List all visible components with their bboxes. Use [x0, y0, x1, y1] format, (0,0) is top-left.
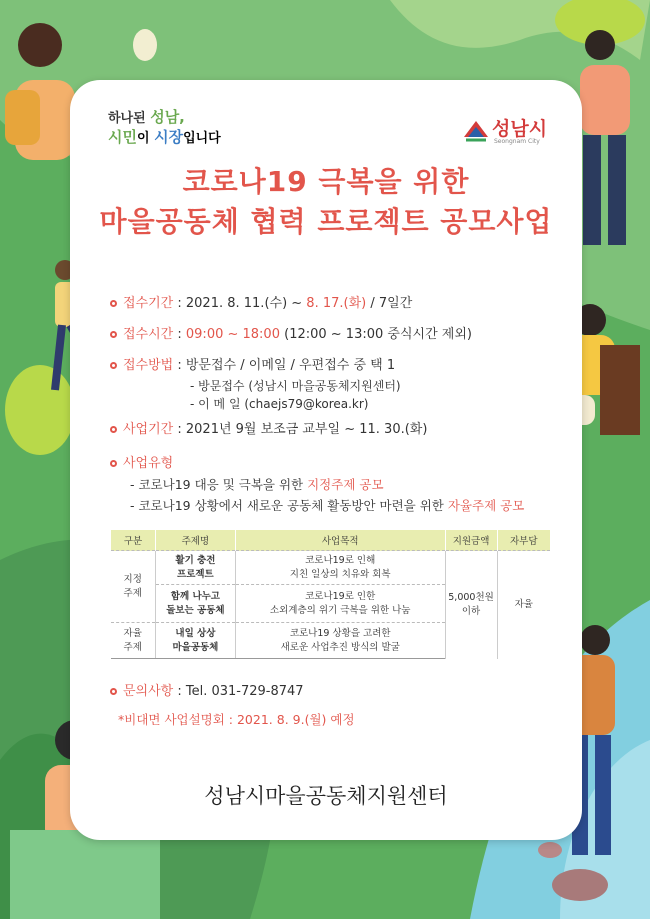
- organization-name: 성남시마을공동체지원센터: [204, 784, 448, 808]
- online-briefing: *비대면 사업설명회 : 2021. 8. 9.(월) 예정: [118, 712, 355, 727]
- group-designated: 지정 주제: [111, 551, 156, 623]
- type-designated: [130, 475, 384, 493]
- table-row-theme: 활기 충전 프로젝트: [155, 551, 235, 585]
- table-row-theme: 함께 나누고 돌보는 공동체: [155, 585, 235, 623]
- application-period-duration: / 7일간: [366, 296, 413, 311]
- application-hours-sep: :: [173, 327, 186, 342]
- business-period: [110, 418, 427, 437]
- support-amount: 5,000천원 이하: [445, 551, 497, 659]
- header-amount: 지원금액: [445, 530, 497, 551]
- type-designated-text: - 코로나19 대응 및 극복을 위한: [130, 477, 308, 492]
- type-free: [130, 496, 524, 514]
- business-types: [110, 452, 173, 471]
- city-name-english: Seongnam City: [494, 138, 540, 145]
- header-self-pay: 자부담: [497, 530, 550, 551]
- application-hours-note: (12:00 ~ 13:00 중식시간 제외): [279, 327, 472, 342]
- application-period: [110, 292, 412, 311]
- table-row-purpose: 코로나19 상황을 고려한 새로운 사업추진 방식의 발굴: [235, 623, 445, 659]
- application-period-end: 8. 17.(화): [306, 296, 367, 311]
- header-purpose: 사업목적: [235, 530, 445, 551]
- bullet-icon: [110, 300, 117, 307]
- self-payment: 자율: [497, 551, 550, 659]
- bullet-icon: [110, 331, 117, 338]
- bullet-icon: [110, 362, 117, 369]
- city-name: 성남시: [492, 118, 548, 140]
- city-emblem-icon: [462, 117, 490, 143]
- application-hours: [110, 323, 472, 342]
- application-method: [110, 354, 395, 373]
- poster-title-line1: 코로나19 극복을 위한: [182, 165, 470, 198]
- business-period-label: 사업기간: [123, 422, 174, 437]
- type-free-text: - 코로나19 상황에서 새로운 공동체 활동방안 마련을 위한: [130, 498, 448, 513]
- type-free-highlight: 자율주제 공모: [447, 498, 525, 513]
- bullet-icon: [110, 688, 117, 695]
- application-method-text: : 방문접수 / 이메일 / 우편접수 중 택 1: [173, 358, 396, 373]
- bullet-icon: [110, 426, 117, 433]
- table-row-purpose: 코로나19로 인해 지친 일상의 치유와 회복: [235, 551, 445, 585]
- slogan-mayor: 시장: [154, 128, 184, 146]
- contact-label: 문의사항: [123, 684, 174, 699]
- project-table: [110, 530, 550, 659]
- contact-phone: : Tel. 031-729-8747: [173, 684, 304, 699]
- seongnam-city-logo: [462, 114, 552, 148]
- city-slogan: [108, 108, 221, 148]
- application-hours-label: 접수시간: [123, 327, 174, 342]
- poster-title-line2: 마을공동체 협력 프로젝트 공모사업: [99, 205, 553, 238]
- contact-info: [110, 680, 304, 699]
- application-period-start: : 2021. 8. 11.(수) ~: [173, 296, 307, 311]
- application-hours-time: 09:00 ~ 18:00: [185, 327, 280, 342]
- slogan-citizen: 시민: [108, 128, 137, 146]
- type-designated-highlight: 지정주제 공모: [307, 477, 384, 492]
- header-theme: 주제명: [155, 530, 235, 551]
- slogan-city: 성남,: [150, 108, 185, 126]
- slogan-prefix: 하나된: [108, 111, 151, 126]
- application-method-label: 접수방법: [123, 358, 174, 373]
- slogan-suffix: 입니다: [183, 131, 221, 146]
- header-category: 구분: [111, 530, 156, 551]
- table-row-purpose: 코로나19로 인한 소외계층의 위기 극복을 위한 나눔: [235, 585, 445, 623]
- method-email: - 이 메 일 (chaejs79@korea.kr): [190, 397, 369, 411]
- slogan-mid: 이: [136, 131, 155, 146]
- table-row-theme: 내일 상상 마을공동체: [155, 623, 235, 659]
- application-period-label: 접수기간: [123, 296, 174, 311]
- business-period-text: : 2021년 9월 보조금 교부일 ~ 11. 30.(화): [173, 422, 428, 437]
- business-types-label: 사업유형: [123, 456, 174, 471]
- method-visit: - 방문접수 (성남시 마을공동체지원센터): [190, 379, 401, 393]
- group-free: 자율 주제: [111, 623, 156, 659]
- bullet-icon: [110, 460, 117, 467]
